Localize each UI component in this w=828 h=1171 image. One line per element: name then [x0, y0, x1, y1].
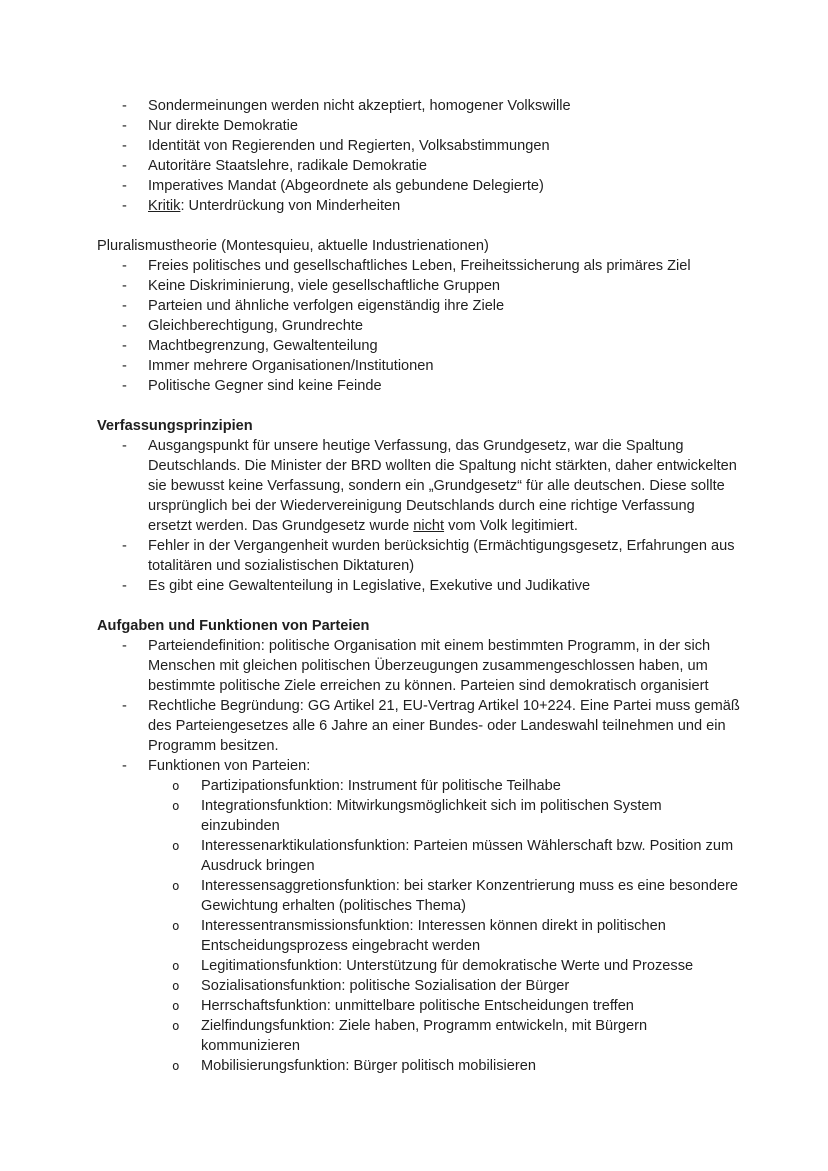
bullet-text-rest: : Unterdrückung von Minderheiten	[180, 198, 401, 214]
circle-bullet-icon: o	[172, 978, 180, 993]
section-aufgaben-funktionen-parteien	[97, 616, 740, 1076]
section-heading-aufgaben-funktionen: Aufgaben und Funktionen von Parteien	[97, 618, 370, 634]
dash-bullet-icon: -	[122, 118, 127, 134]
dash-bullet-icon: -	[122, 318, 127, 334]
sub-list-item	[97, 1016, 740, 1056]
bullet-list	[97, 636, 740, 776]
circle-bullet-icon: o	[172, 918, 180, 933]
list-item	[97, 316, 740, 336]
dash-bullet-icon: -	[122, 698, 127, 714]
section-pluralismustheorie	[97, 236, 740, 396]
sub-list-item	[97, 976, 740, 996]
sub-list-item	[97, 956, 740, 976]
underlined-term: Kritik	[148, 198, 181, 214]
dash-bullet-icon: -	[122, 158, 127, 174]
bullet-text-rest: vom Volk legitimiert.	[444, 518, 578, 534]
list-item	[97, 116, 740, 136]
list-item	[97, 196, 740, 216]
list-item	[97, 156, 740, 176]
dash-bullet-icon: -	[122, 278, 127, 294]
list-item	[97, 356, 740, 376]
list-item	[97, 296, 740, 316]
dash-bullet-icon: -	[122, 578, 127, 594]
circle-bullet-icon: o	[172, 838, 180, 853]
bullet-text: Identität von Regierenden und Regierten, Volksabstimmungen	[148, 138, 550, 154]
circle-bullet-icon: o	[172, 998, 180, 1013]
list-item	[97, 376, 740, 396]
list-item	[97, 336, 740, 356]
bullet-text: Rechtliche Begründung: GG Artikel 21, EU-Vertrag Artikel 10+224. Eine Partei muss gemäß des Parteiengesetzes alle 6 Jahre an einer Bundes- oder Landeswahl teilnehmen und ein Programm besitzen.	[148, 698, 740, 754]
list-item	[97, 256, 740, 276]
sub-list-item	[97, 796, 740, 836]
list-item	[97, 536, 740, 576]
dash-bullet-icon: -	[122, 178, 127, 194]
dash-bullet-icon: -	[122, 338, 127, 354]
circle-bullet-icon: o	[172, 778, 180, 793]
sub-bullet-list	[97, 776, 740, 1076]
bullet-text: Parteiendefinition: politische Organisation mit einem bestimmten Programm, in der sich Menschen mit gleichen politischen Überzeugungen zusammengeschlossen haben, um bestimmte politische Ziele erreichen zu können. Parteien sind demokratisch organisiert	[148, 638, 711, 694]
sub-list-item	[97, 916, 740, 956]
bullet-text: Autoritäre Staatslehre, radikale Demokratie	[148, 158, 428, 174]
dash-bullet-icon: -	[122, 538, 127, 554]
section-verfassungsprinzipien	[97, 416, 740, 596]
sub-list-item	[97, 776, 740, 796]
sub-bullet-text: Herrschaftsfunktion: unmittelbare politische Entscheidungen treffen	[201, 998, 634, 1014]
sub-list-item	[97, 996, 740, 1016]
blank-line	[97, 596, 740, 616]
sub-list-item	[97, 836, 740, 876]
dash-bullet-icon: -	[122, 758, 127, 774]
list-item	[97, 636, 740, 696]
section-heading-verfassungsprinzipien: Verfassungsprinzipien	[97, 418, 253, 434]
sub-bullet-text: Interessentransmissionsfunktion: Interessen können direkt in politischen Entscheidungsprozess eingebracht werden	[201, 918, 666, 954]
sub-bullet-text: Interessenarktikulationsfunktion: Parteien müssen Wählerschaft bzw. Position zum Ausdruck bringen	[201, 838, 734, 874]
bullet-text: Sondermeinungen werden nicht akzeptiert, homogener Volkswille	[148, 98, 571, 114]
bullet-list	[97, 96, 740, 216]
bullet-text: Politische Gegner sind keine Feinde	[148, 378, 382, 394]
section-heading-pluralismustheorie: Pluralismustheorie (Montesquieu, aktuelle Industrienationen)	[97, 238, 489, 254]
dash-bullet-icon: -	[122, 198, 127, 214]
list-item	[97, 136, 740, 156]
sub-bullet-text: Zielfindungsfunktion: Ziele haben, Programm entwickeln, mit Bürgern kommunizieren	[201, 1018, 648, 1054]
list-item	[97, 576, 740, 596]
bullet-text: Imperatives Mandat (Abgeordnete als gebundene Delegierte)	[148, 178, 544, 194]
sub-list-item	[97, 876, 740, 916]
circle-bullet-icon: o	[172, 878, 180, 893]
dash-bullet-icon: -	[122, 98, 127, 114]
list-item	[97, 436, 740, 536]
sub-bullet-text: Mobilisierungsfunktion: Bürger politisch mobilisieren	[201, 1058, 537, 1074]
list-item	[97, 756, 740, 776]
bullet-list	[97, 256, 740, 396]
dash-bullet-icon: -	[122, 138, 127, 154]
section-identitaetstheorie	[97, 96, 740, 216]
bullet-text: Gleichberechtigung, Grundrechte	[148, 318, 363, 334]
dash-bullet-icon: -	[122, 378, 127, 394]
dash-bullet-icon: -	[122, 358, 127, 374]
bullet-text: Es gibt eine Gewaltenteilung in Legislative, Exekutive und Judikative	[148, 578, 591, 594]
dash-bullet-icon: -	[122, 438, 127, 454]
circle-bullet-icon: o	[172, 1018, 180, 1033]
dash-bullet-icon: -	[122, 298, 127, 314]
circle-bullet-icon: o	[172, 1058, 180, 1073]
list-item	[97, 276, 740, 296]
bullet-text	[148, 196, 740, 216]
list-item	[97, 696, 740, 756]
sub-bullet-text: Legitimationsfunktion: Unterstützung für demokratische Werte und Prozesse	[201, 958, 694, 974]
bullet-text: Nur direkte Demokratie	[148, 118, 299, 134]
bullet-text: Funktionen von Parteien:	[148, 758, 311, 774]
bullet-list	[97, 436, 740, 596]
bullet-text-pre: Ausgangspunkt für unsere heutige Verfassung, das Grundgesetz, war die Spaltung Deutschlands. Die Minister der BRD wollten die Spaltung nicht stärkten, daher entwickelten sie bewusst keine Verfassung, sondern ein „Grundgesetz“ für alle deutschen. Diese sollte ursprünglich bei der Wiedervereinigung Deutschlands durch eine richtige Verfassung ersetzt werden. Das Grundgesetz wurde	[148, 438, 737, 534]
bullet-text: Immer mehrere Organisationen/Institutionen	[148, 358, 434, 374]
underlined-term: nicht	[413, 518, 445, 534]
sub-bullet-text: Sozialisationsfunktion: politische Sozialisation der Bürger	[201, 978, 570, 994]
blank-line	[97, 396, 740, 416]
bullet-text: Keine Diskriminierung, viele gesellschaftliche Gruppen	[148, 278, 501, 294]
dash-bullet-icon: -	[122, 638, 127, 654]
sub-bullet-text: Partizipationsfunktion: Instrument für politische Teilhabe	[201, 778, 561, 794]
sub-bullet-text: Interessensaggretionsfunktion: bei starker Konzentrierung muss es eine besondere Gewichtung erhalten (politisches Thema)	[201, 878, 739, 914]
blank-line	[97, 216, 740, 236]
circle-bullet-icon: o	[172, 958, 180, 973]
bullet-text	[148, 436, 740, 536]
circle-bullet-icon: o	[172, 798, 180, 813]
sub-list-item	[97, 1056, 740, 1076]
dash-bullet-icon: -	[122, 258, 127, 274]
bullet-text: Machtbegrenzung, Gewaltenteilung	[148, 338, 378, 354]
bullet-text: Fehler in der Vergangenheit wurden berücksichtig (Ermächtigungsgesetz, Erfahrungen aus totalitären und sozialistischen Diktaturen)	[148, 538, 735, 574]
bullet-text: Parteien und ähnliche verfolgen eigenständig ihre Ziele	[148, 298, 505, 314]
list-item	[97, 96, 740, 116]
sub-bullet-text: Integrationsfunktion: Mitwirkungsmöglichkeit sich im politischen System einzubinden	[201, 798, 662, 834]
bullet-text: Freies politisches und gesellschaftliches Leben, Freiheitssicherung als primäres Ziel	[148, 258, 691, 274]
list-item	[97, 176, 740, 196]
